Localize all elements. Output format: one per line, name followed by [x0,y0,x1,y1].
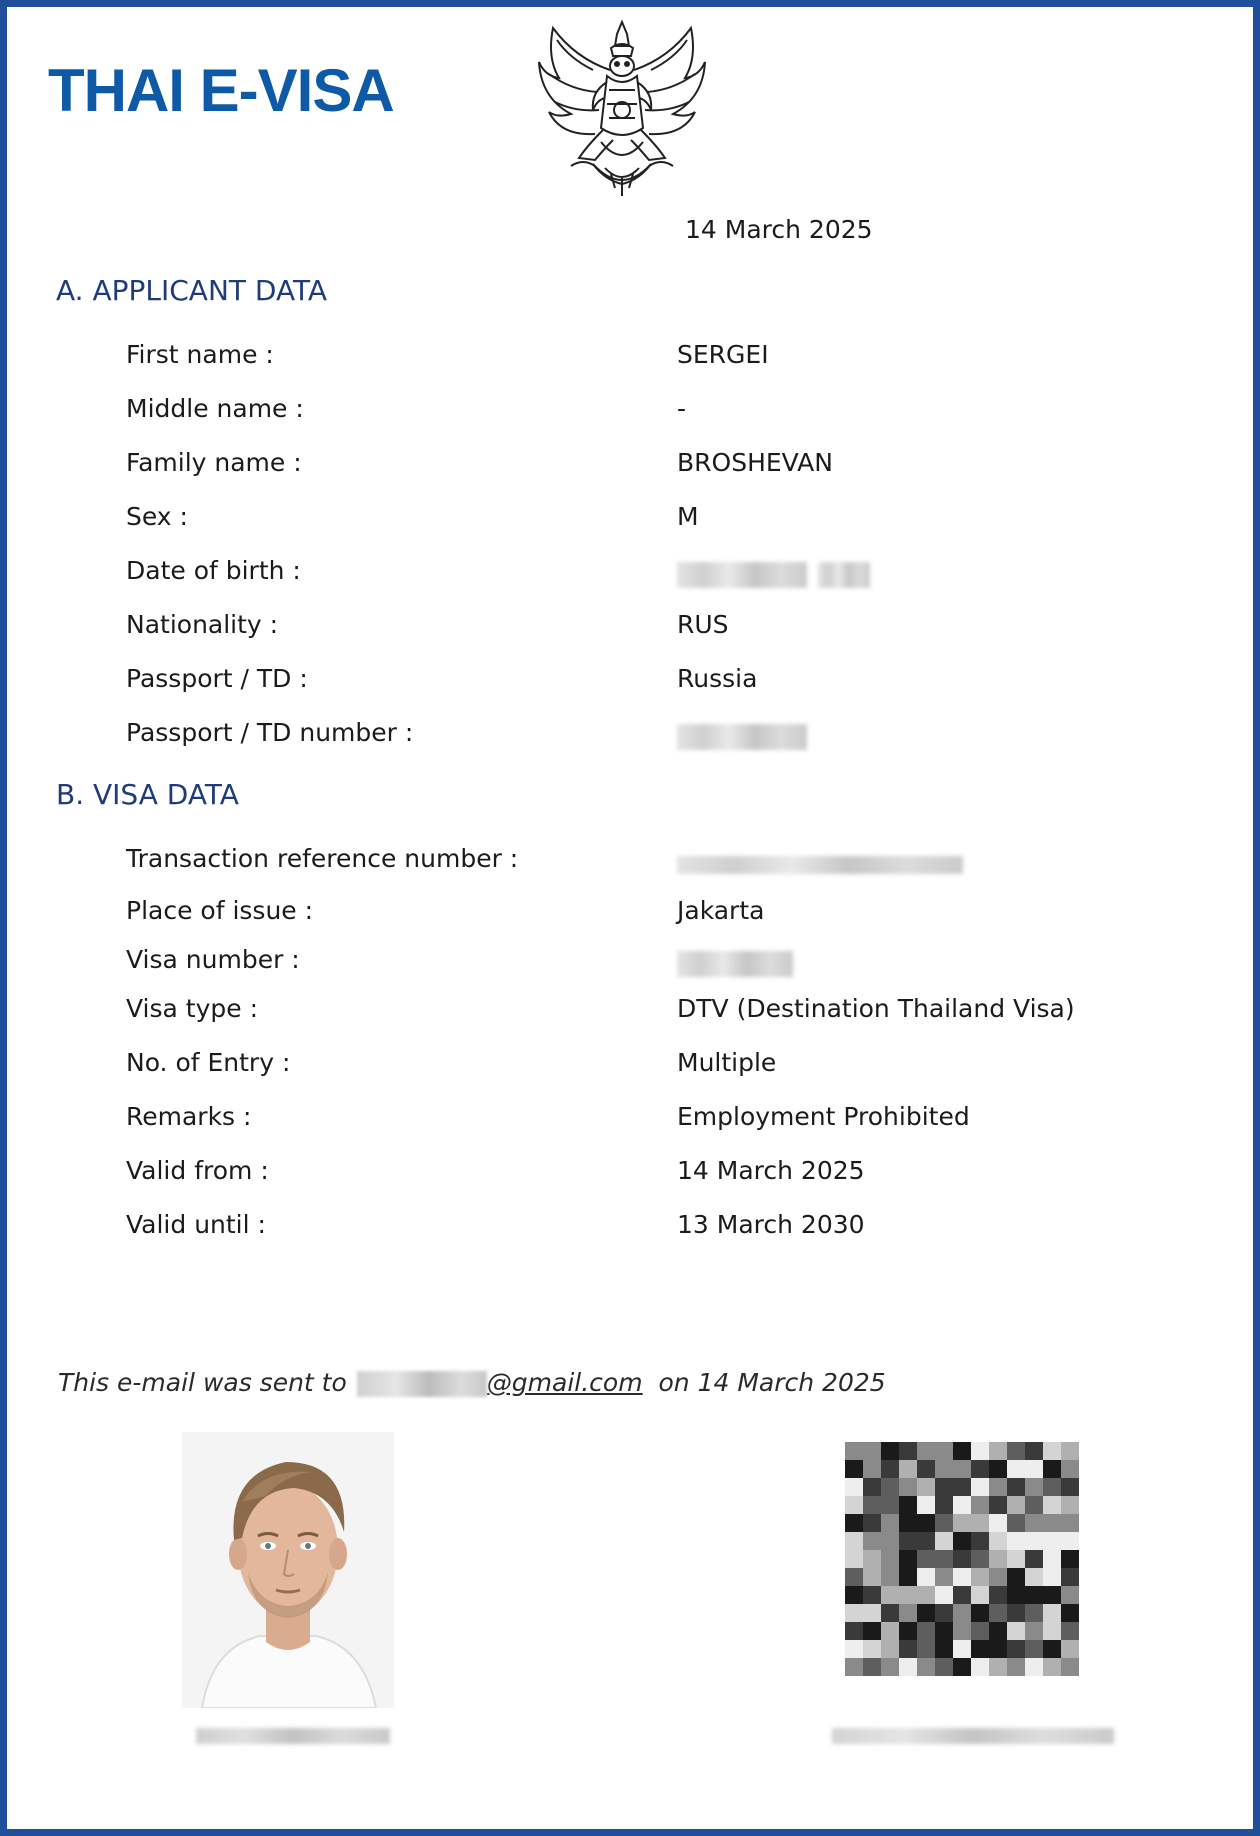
qr-pixel [899,1568,917,1586]
qr-pixel [1025,1622,1043,1640]
qr-pixel [971,1658,989,1676]
qr-pixel [845,1622,863,1640]
qr-pixel [971,1442,989,1460]
qr-pixel [1025,1532,1043,1550]
field-value: M [677,502,699,531]
qr-pixel [1025,1640,1043,1658]
field-number-of-entry [0,1048,1260,1088]
redacted-photo-caption [196,1728,390,1744]
qr-pixel [1007,1460,1025,1478]
qr-pixel [935,1478,953,1496]
qr-pixel [917,1550,935,1568]
field-remarks [0,1102,1260,1142]
qr-pixel [899,1550,917,1568]
qr-pixel [845,1442,863,1460]
qr-pixel [863,1622,881,1640]
qr-pixel [1025,1514,1043,1532]
qr-pixel [989,1568,1007,1586]
qr-pixel [899,1532,917,1550]
field-visa-type [0,994,1260,1034]
qr-pixel [1043,1532,1061,1550]
qr-pixel [881,1622,899,1640]
qr-pixel [971,1532,989,1550]
qr-pixel [863,1658,881,1676]
qr-pixel [845,1460,863,1478]
qr-pixel [863,1586,881,1604]
qr-pixel [1043,1442,1061,1460]
qr-pixel [863,1550,881,1568]
qr-pixel [899,1514,917,1532]
field-valid-from [0,1156,1260,1196]
field-label: Passport / TD number : [126,718,414,747]
qr-pixel [935,1568,953,1586]
qr-pixel [953,1586,971,1604]
qr-pixel [881,1640,899,1658]
qr-pixel [1043,1604,1061,1622]
qr-pixel [971,1514,989,1532]
qr-pixel [953,1442,971,1460]
qr-pixel [1043,1514,1061,1532]
qr-pixel [1007,1568,1025,1586]
qr-pixel [863,1604,881,1622]
qr-pixel [899,1460,917,1478]
qr-pixel [935,1604,953,1622]
qr-pixel [1007,1532,1025,1550]
field-label: Valid until : [126,1210,266,1239]
qr-pixel [935,1496,953,1514]
field-label: Transaction reference number : [126,844,519,873]
field-value: BROSHEVAN [677,448,833,477]
qr-pixel [1043,1568,1061,1586]
qr-pixel [1061,1496,1079,1514]
field-date-of-birth [0,556,1260,596]
qr-pixel [1007,1586,1025,1604]
redacted-value [818,562,870,588]
qr-pixel [863,1568,881,1586]
qr-pixel [935,1658,953,1676]
field-label: Family name : [126,448,302,477]
field-label: Visa type : [126,994,259,1023]
qr-pixel [989,1550,1007,1568]
qr-pixel [1061,1514,1079,1532]
qr-pixel [917,1442,935,1460]
qr-pixel [989,1658,1007,1676]
field-valid-until [0,1210,1260,1250]
field-label: Remarks : [126,1102,252,1131]
qr-pixel [935,1640,953,1658]
qr-pixel [1061,1604,1079,1622]
qr-pixel [971,1496,989,1514]
field-label: First name : [126,340,274,369]
field-value: Russia [677,664,758,693]
qr-pixel [863,1532,881,1550]
field-value: 14 March 2025 [677,1156,865,1185]
qr-pixel [989,1514,1007,1532]
qr-pixel [1007,1640,1025,1658]
qr-pixel [917,1586,935,1604]
redacted-value [677,724,807,750]
qr-pixel [899,1496,917,1514]
email-prefix: This e-mail was sent to [58,1368,347,1397]
qr-pixel [1043,1550,1061,1568]
qr-pixel [881,1568,899,1586]
qr-pixel [989,1586,1007,1604]
qr-pixel [1007,1658,1025,1676]
field-value: SERGEI [677,340,769,369]
qr-pixel [917,1658,935,1676]
qr-pixel [989,1604,1007,1622]
qr-pixel [935,1514,953,1532]
qr-pixel [917,1640,935,1658]
qr-pixel [1007,1442,1025,1460]
qr-pixel [899,1604,917,1622]
qr-pixel [1025,1568,1043,1586]
qr-pixel [917,1496,935,1514]
qr-pixel [1025,1442,1043,1460]
section-heading-applicant: A. APPLICANT DATA [56,274,328,307]
qr-pixel [899,1442,917,1460]
qr-pixel [1025,1496,1043,1514]
qr-pixel [971,1478,989,1496]
qr-pixel [1061,1658,1079,1676]
qr-pixel [863,1496,881,1514]
qr-pixel [881,1496,899,1514]
email-notice [58,1368,886,1397]
qr-pixel [989,1442,1007,1460]
qr-pixel [1025,1658,1043,1676]
qr-pixel [881,1586,899,1604]
field-passport-number [0,718,1260,758]
qr-pixel [899,1640,917,1658]
qr-pixel [881,1550,899,1568]
qr-pixel [881,1514,899,1532]
qr-pixel [953,1658,971,1676]
qr-pixel [935,1532,953,1550]
qr-pixel [863,1460,881,1478]
field-label: Passport / TD : [126,664,308,693]
qr-pixel [863,1442,881,1460]
qr-pixel [1007,1496,1025,1514]
qr-pixel [1025,1460,1043,1478]
qr-pixel [1043,1478,1061,1496]
qr-pixel [935,1586,953,1604]
qr-pixel [1043,1658,1061,1676]
qr-pixel [917,1514,935,1532]
qr-pixel [881,1604,899,1622]
qr-code [845,1442,1079,1676]
qr-pixel [1007,1604,1025,1622]
qr-pixel [935,1550,953,1568]
qr-pixel [1043,1640,1061,1658]
qr-pixel [1025,1550,1043,1568]
qr-pixel [1061,1460,1079,1478]
field-label: Place of issue : [126,896,314,925]
qr-pixel [845,1496,863,1514]
redacted-email-user [357,1371,487,1397]
qr-pixel [863,1640,881,1658]
qr-pixel [953,1568,971,1586]
qr-pixel [1061,1568,1079,1586]
qr-pixel [971,1640,989,1658]
field-visa-number [0,945,1260,985]
garuda-emblem-icon [535,18,710,203]
field-place-of-issue [0,896,1260,936]
qr-pixel [1025,1478,1043,1496]
redacted-value [677,951,793,977]
field-label: Valid from : [126,1156,269,1185]
qr-pixel [863,1478,881,1496]
field-middle-name [0,394,1260,434]
qr-pixel [953,1514,971,1532]
qr-pixel [845,1532,863,1550]
qr-pixel [971,1568,989,1586]
qr-pixel [917,1478,935,1496]
qr-pixel [971,1622,989,1640]
qr-pixel [1061,1532,1079,1550]
qr-pixel [881,1460,899,1478]
field-value: DTV (Destination Thailand Visa) [677,994,1075,1023]
field-label: Sex : [126,502,188,531]
qr-pixel [899,1586,917,1604]
qr-pixel [1061,1622,1079,1640]
email-link[interactable]: @gmail.com [486,1368,643,1397]
qr-pixel [1061,1586,1079,1604]
field-nationality [0,610,1260,650]
field-family-name [0,448,1260,488]
qr-pixel [989,1496,1007,1514]
qr-pixel [1043,1586,1061,1604]
qr-pixel [917,1532,935,1550]
qr-pixel [917,1568,935,1586]
issue-date: 14 March 2025 [685,215,873,244]
page-title: THAI E-VISA [48,57,394,124]
qr-pixel [845,1640,863,1658]
qr-pixel [917,1622,935,1640]
qr-pixel [863,1514,881,1532]
qr-pixel [1061,1442,1079,1460]
qr-pixel [845,1478,863,1496]
qr-pixel [953,1532,971,1550]
field-value: Multiple [677,1048,777,1077]
qr-pixel [989,1532,1007,1550]
qr-pixel [1007,1622,1025,1640]
qr-pixel [989,1622,1007,1640]
qr-pixel [845,1586,863,1604]
qr-pixel [953,1460,971,1478]
qr-pixel [971,1460,989,1478]
redacted-value [677,562,807,588]
applicant-photo [182,1432,394,1708]
field-value: 13 March 2030 [677,1210,865,1239]
qr-pixel [971,1604,989,1622]
qr-pixel [989,1640,1007,1658]
qr-pixel [881,1658,899,1676]
qr-pixel [917,1604,935,1622]
qr-pixel [881,1442,899,1460]
email-date: on 14 March 2025 [658,1368,886,1397]
qr-pixel [1043,1460,1061,1478]
qr-pixel [1007,1478,1025,1496]
qr-pixel [845,1550,863,1568]
field-sex [0,502,1260,542]
field-label: Date of birth : [126,556,301,585]
field-label: Visa number : [126,945,300,974]
qr-pixel [953,1478,971,1496]
qr-pixel [845,1514,863,1532]
field-value: RUS [677,610,729,639]
qr-pixel [845,1568,863,1586]
qr-pixel [917,1460,935,1478]
qr-pixel [953,1604,971,1622]
qr-pixel [1061,1550,1079,1568]
field-first-name [0,340,1260,380]
field-value: - [677,394,687,423]
qr-pixel [971,1550,989,1568]
qr-pixel [1061,1640,1079,1658]
field-label: Nationality : [126,610,279,639]
qr-pixel [845,1658,863,1676]
field-label: Middle name : [126,394,304,423]
qr-pixel [935,1622,953,1640]
qr-pixel [1007,1514,1025,1532]
qr-pixel [935,1442,953,1460]
field-transaction-reference [0,844,1260,884]
qr-pixel [899,1658,917,1676]
field-value: Jakarta [677,896,765,925]
qr-pixel [953,1550,971,1568]
qr-pixel [1025,1604,1043,1622]
field-passport [0,664,1260,704]
field-value: Employment Prohibited [677,1102,970,1131]
qr-pixel [935,1460,953,1478]
qr-pixel [953,1640,971,1658]
qr-pixel [971,1586,989,1604]
qr-pixel [881,1532,899,1550]
redacted-value [677,856,963,874]
qr-pixel [989,1460,1007,1478]
section-heading-visa: B. VISA DATA [56,778,239,811]
qr-pixel [953,1622,971,1640]
qr-pixel [1025,1586,1043,1604]
qr-pixel [1007,1550,1025,1568]
qr-pixel [989,1478,1007,1496]
qr-pixel [899,1622,917,1640]
qr-pixel [953,1496,971,1514]
qr-pixel [881,1478,899,1496]
field-label: No. of Entry : [126,1048,291,1077]
qr-pixel [845,1604,863,1622]
qr-pixel [1043,1622,1061,1640]
qr-pixel [1061,1478,1079,1496]
qr-pixel [899,1478,917,1496]
qr-pixel [1043,1496,1061,1514]
redacted-qr-caption [832,1728,1114,1744]
